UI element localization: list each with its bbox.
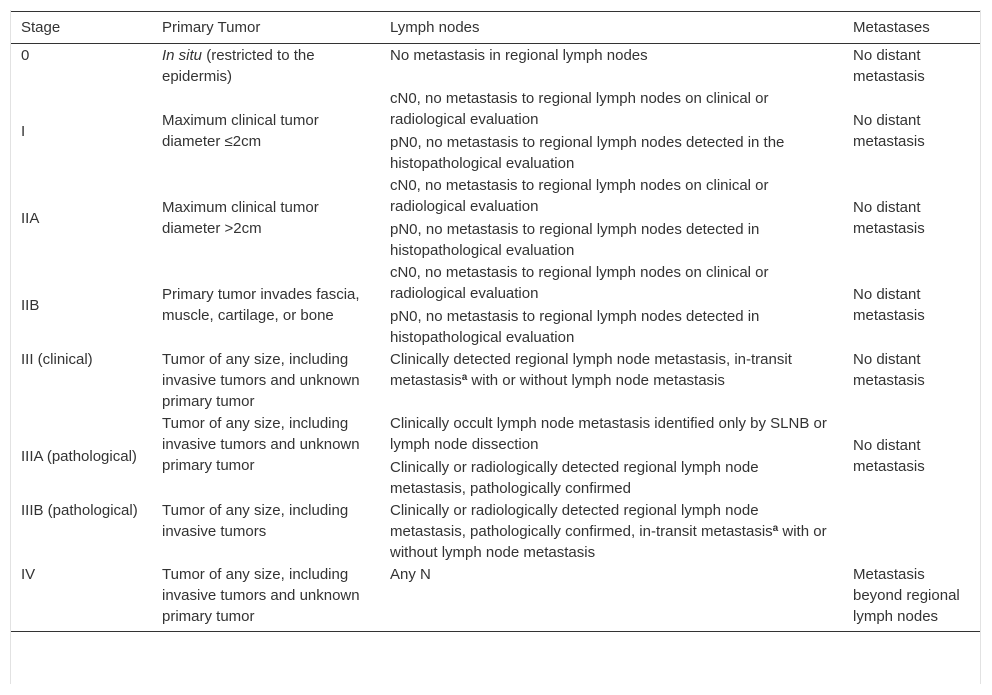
stage-cell: IIA [21,209,40,227]
primary-tumor-cell: Maximum clinical tumor diameter >2cm [162,199,319,237]
stage-cell: 0 [21,47,30,64]
header-lymph-nodes: Lymph nodes [390,19,480,36]
lymph-nodes-cell [380,563,843,632]
lymph-nodes-text: cN0, no metastasis to regional lymph nodes on clinical or radiological evaluation [390,177,769,215]
lymph-nodes-cell [380,412,843,499]
primary-tumor-cell: Primary tumor invades fascia, muscle, cartilage, or bone [162,286,360,324]
table-row [11,412,980,499]
table-row [11,87,980,174]
header-stage: Stage [21,19,61,36]
tumor-text: (restricted to the epidermis) [162,47,315,85]
lymph-nodes-text: with or without lymph node metastasis [467,372,725,389]
primary-tumor-cell: Maximum clinical tumor diameter ≤2cm [162,112,319,150]
primary-tumor-cell: Tumor of any size, including invasive tumors and unknown primary tumor [162,415,360,474]
metastases-cell: No distant metastasis [853,112,925,150]
lymph-nodes-cell [380,348,843,412]
stage-cell: IV [21,566,36,583]
metastases-cell [843,499,980,563]
lymph-nodes-text: Any N [390,566,431,583]
lymph-nodes-cell [380,44,843,88]
table-row [11,348,980,412]
primary-tumor-cell: Tumor of any size, including invasive tumors and unknown primary tumor [162,351,360,410]
metastases-cell: No distant metastasis [853,199,925,237]
lymph-nodes-text: cN0, no metastasis to regional lymph nodes on clinical or radiological evaluation [390,90,769,128]
table-row [11,261,980,348]
table-row [11,499,980,563]
stage-cell: I [21,122,26,140]
lymph-nodes-text: Clinically detected regional lymph node metastasis, in-transit metastasis [390,351,792,389]
primary-tumor-cell: Tumor of any size, including invasive tumors [162,502,349,540]
metastases-cell: No distant metastasis [853,47,925,85]
metastases-cell: Metastasis beyond regional lymph nodes [853,566,960,625]
metastases-cell: No distant metastasis [853,437,925,475]
melanoma-staging-table [11,11,980,632]
lymph-nodes-cell [380,261,843,348]
lymph-nodes-text: Clinically or radiologically detected regional lymph node metastasis, pathologically confirmed, in-transit metastasis [390,502,773,540]
header-primary-tumor: Primary Tumor [162,19,261,36]
table-row [11,174,980,261]
lymph-nodes-text: pN0, no metastasis to regional lymph nodes detected in the histopathological evaluation [390,134,785,172]
table-header-row [11,12,980,44]
table-row [11,44,980,88]
tumor-italic-text: In situ [162,47,203,64]
primary-tumor-cell [152,44,380,88]
stage-cell: IIB [21,296,40,314]
primary-tumor-cell: Tumor of any size, including invasive tumors and unknown primary tumor [162,566,360,625]
footnote-marker: a [772,523,779,534]
lymph-nodes-cell [380,87,843,174]
lymph-nodes-cell [380,174,843,261]
footnote-marker: a [461,372,468,383]
lymph-nodes-cell [380,499,843,563]
lymph-nodes-text: pN0, no metastasis to regional lymph nodes detected in histopathological evaluation [390,308,760,346]
lymph-nodes-text: Clinically occult lymph node metastasis identified only by SLNB or lymph node dissection [390,415,827,453]
metastases-cell: No distant metastasis [853,286,925,324]
lymph-nodes-text: pN0, no metastasis to regional lymph nodes detected in histopathological evaluation [390,221,760,259]
lymph-nodes-text: cN0, no metastasis to regional lymph nodes on clinical or radiological evaluation [390,264,769,302]
stage-cell: IIIB (pathological) [21,502,138,519]
stage-cell: IIIA (pathological) [21,447,137,465]
lymph-nodes-text: Clinically or radiologically detected regional lymph node metastasis, pathologically confirmed [390,459,759,497]
lymph-nodes-text: with or without lymph node metastasis [390,523,827,561]
metastases-cell: No distant metastasis [853,351,925,389]
header-metastases: Metastases [853,19,930,36]
stage-cell: III (clinical) [21,351,93,368]
table-row [11,563,980,632]
lymph-nodes-text: No metastasis in regional lymph nodes [390,47,648,64]
